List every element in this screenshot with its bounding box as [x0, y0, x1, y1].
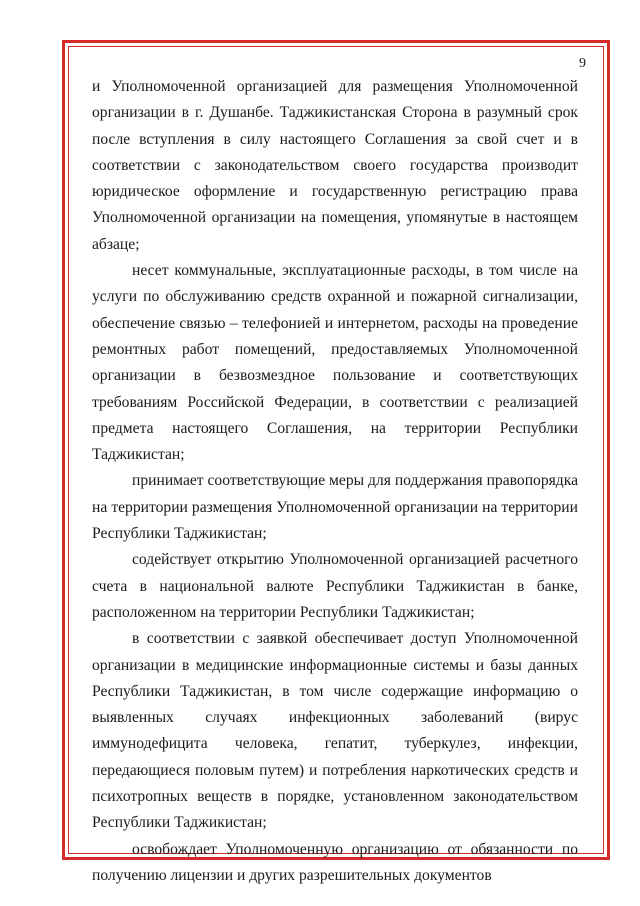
page-number: 9 — [579, 56, 586, 71]
paragraph-law-order: принимает соответствующие меры для поддержания правопорядка на территории размещения Уполномоченной организации на территории Республики Таджикистан; — [92, 472, 578, 543]
paragraph-license-exemption: освобождает Уполномоченную организацию от обязанности по получению лицензии и других разрешительных документов — [92, 840, 578, 884]
document-body — [92, 74, 578, 889]
paragraph-continuation: и Уполномоченной организацией для размещения Уполномоченной организации в г. Душанбе. Таджикистанская Сторона в разумный срок после вступления в силу настоящего Соглашения за свой счет и в соответствии с законодательством своего государства производит юридическое оформление и государственную регистрацию права Уполномоченной организации на помещения, упомянутые в настоящем абзаце; — [92, 78, 578, 253]
paragraph-utilities: несет коммунальные, эксплуатационные расходы, в том числе на услуги по обслуживанию средств охранной и пожарной сигнализации, обеспечение связью – телефонией и интернетом, расходы на проведение ремонтных работ помещений, предоставляемых Уполномоченной организации в безвозмездное пользование и соответствующих требованиям Российской Федерации, в соответствии с реализацией предмета настоящего Соглашения, на территории Республики Таджикистан; — [92, 262, 578, 464]
paragraph-bank-account: содействует открытию Уполномоченной организацией расчетного счета в национальной валюте Республики Таджикистан в банке, расположенном на территории Республики Таджикистан; — [92, 551, 578, 621]
paragraph-medical-access: в соответствии с заявкой обеспечивает доступ Уполномоченной организации в медицинские информационные системы и базы данных Республики Таджикистан, в том числе содержащие информацию о выявленных случаях инфекционных заболеваний (вирус иммунодефицита человека, гепатит, туберкулез, инфекции, передающиеся половым путем) и потребления наркотических средств и психотропных веществ в порядке, установленном законодательством Республики Таджикистан; — [92, 630, 578, 832]
